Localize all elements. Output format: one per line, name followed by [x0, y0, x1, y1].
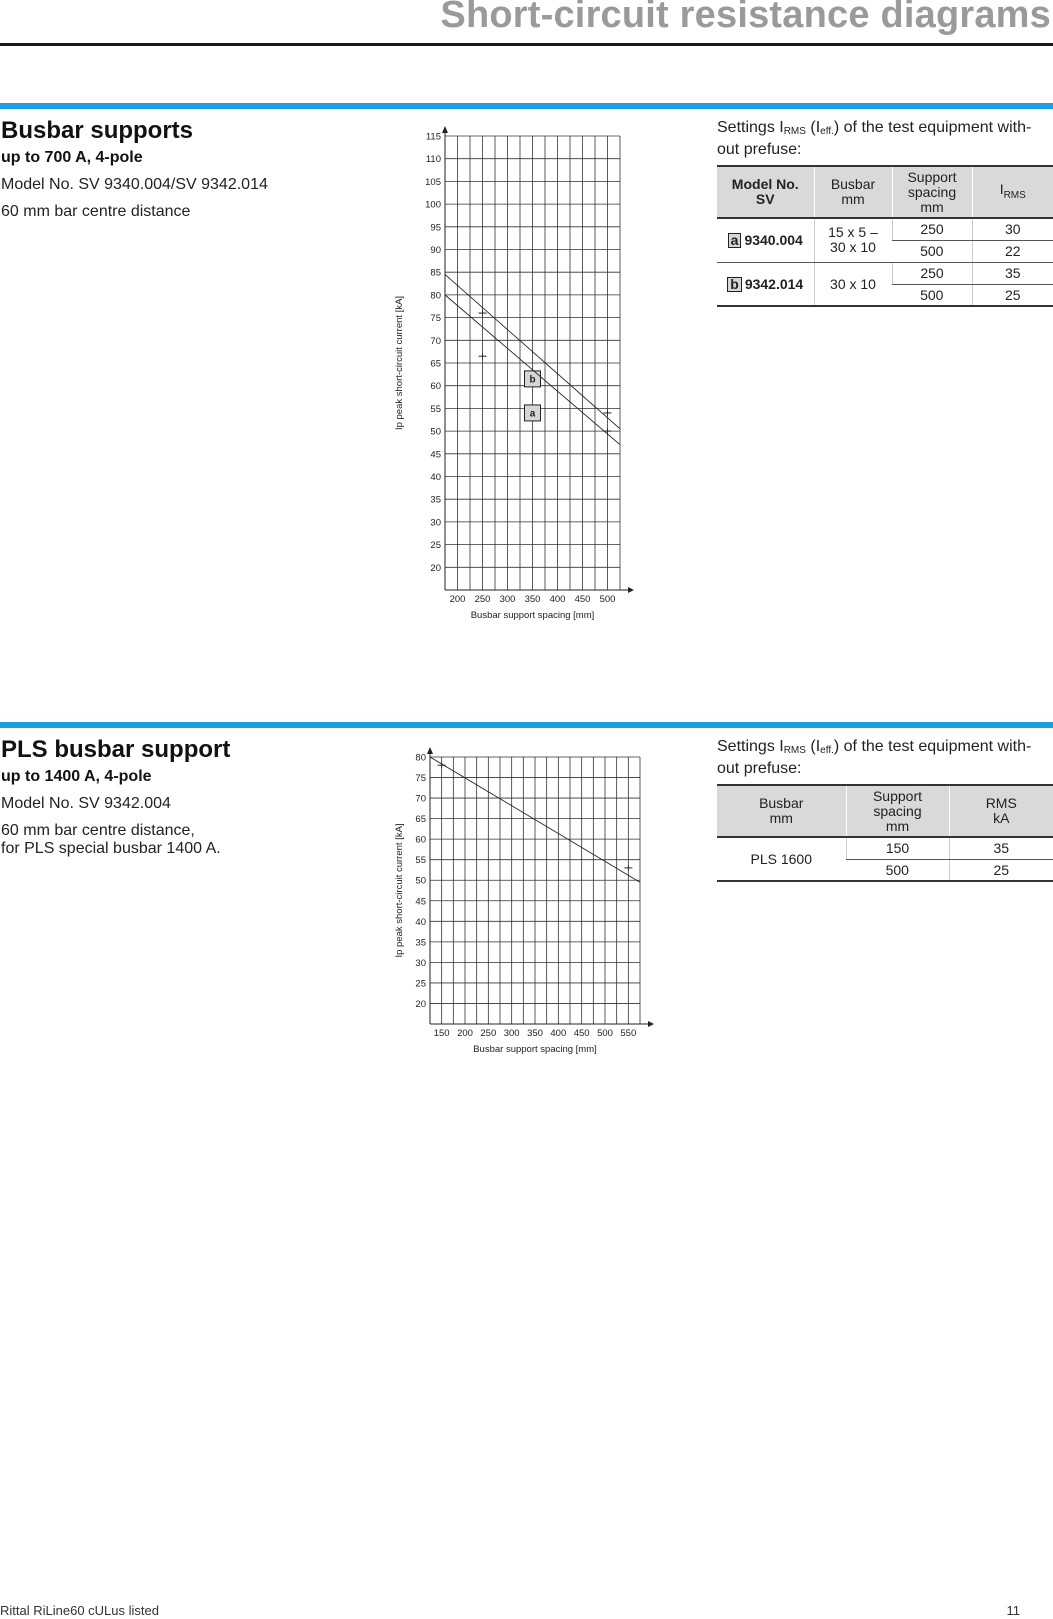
spacing-cell: 500: [892, 284, 972, 306]
y-tick-label: 65: [415, 814, 426, 826]
section-2-model: Model No. SV 9342.004: [1, 795, 171, 812]
x-tick-label: 200: [457, 1028, 473, 1039]
settings-sub-eff: eff.: [820, 126, 834, 137]
busbar-cell: 15 x 5 – 30 x 10: [814, 218, 892, 262]
busbar-cell: 30 x 10: [814, 262, 892, 306]
y-tick-label: 45: [415, 896, 426, 908]
y-tick-label: 100: [425, 199, 441, 211]
x-tick-label: 300: [503, 1028, 520, 1039]
model-cell: b 9342.014: [717, 262, 814, 306]
section-2-table: [717, 784, 1053, 882]
settings-text-c: ) of the test equipment with-out prefuse:: [717, 119, 1032, 158]
header-busbar: Busbar mm: [717, 785, 846, 837]
header-model: Model No. SV: [717, 166, 814, 218]
y-tick-label: 80: [415, 752, 426, 764]
model-cell: a 9340.004: [717, 218, 814, 262]
x-tick-label: 550: [620, 1028, 637, 1039]
table-row: [717, 218, 1053, 240]
y-tick-label: 40: [415, 916, 426, 928]
footer-text: Rittal RiLine60 cULus listed: [0, 1603, 159, 1618]
settings-text-b: (I: [805, 119, 821, 136]
chart-pls-busbar-support: [380, 737, 670, 1087]
section-2-note-line1: 60 mm bar centre distance,: [1, 822, 195, 839]
spacing-cell: 500: [846, 859, 949, 881]
section-2-title: PLS busbar support: [1, 736, 231, 763]
header-irms: $I_{RMS}$: [972, 166, 1053, 218]
y-tick-label: 30: [415, 957, 426, 969]
x-tick-label: 400: [549, 594, 566, 605]
section-1-note: 60 mm bar centre distance: [1, 203, 191, 220]
y-tick-label: 35: [430, 494, 441, 506]
y-tick-label: 95: [430, 222, 441, 234]
settings-text-a: Settings I: [717, 738, 784, 755]
y-tick-label: 115: [425, 131, 441, 143]
y-tick-label: 85: [430, 267, 441, 279]
y-tick-label: 25: [430, 540, 441, 552]
table-row: [717, 837, 1053, 859]
x-tick-label: 500: [599, 594, 616, 605]
spacing-cell: 150: [846, 837, 949, 859]
settings-text-a: Settings I: [717, 119, 784, 136]
series-label-b: b: [529, 374, 536, 386]
x-tick-label: 300: [499, 594, 516, 605]
spacing-cell: 250: [892, 218, 972, 240]
x-tick-label: 450: [573, 1028, 590, 1039]
y-tick-label: 70: [415, 793, 426, 805]
settings-text-c: ) of the test equipment with-out prefuse:: [717, 738, 1032, 777]
y-tick-label: 50: [430, 426, 441, 438]
spacing-cell: 250: [892, 262, 972, 284]
x-tick-label: 450: [574, 594, 591, 605]
y-axis-arrow: [427, 747, 433, 754]
x-tick-label: 350: [524, 594, 541, 605]
irms-cell: 35: [972, 262, 1053, 284]
x-tick-label: 200: [449, 594, 466, 605]
y-tick-label: 20: [415, 998, 426, 1010]
x-tick-label: 400: [550, 1028, 567, 1039]
chart-busbar-supports: [380, 118, 660, 628]
section-2-settings: [717, 738, 1053, 778]
header-rms: RMS kA: [949, 785, 1053, 837]
y-axis-arrow: [442, 126, 448, 133]
irms-cell: 30: [972, 218, 1053, 240]
section-1-table: [717, 165, 1053, 307]
x-tick-label: 150: [433, 1028, 450, 1039]
settings-sub-eff: eff.: [820, 745, 834, 756]
settings-text-b: (I: [805, 738, 821, 755]
y-tick-label: 25: [415, 978, 426, 990]
y-tick-label: 65: [430, 358, 441, 370]
x-axis-arrow: [648, 1021, 654, 1027]
y-tick-label: 20: [430, 562, 441, 574]
series-label-a: a: [529, 408, 536, 420]
y-axis-label: Ip peak short-circuit current [kA]: [394, 295, 405, 431]
x-tick-label: 250: [480, 1028, 497, 1039]
header-support-spacing: Support spacing mm: [846, 785, 949, 837]
section-divider-2: [0, 722, 1053, 728]
y-tick-label: 105: [425, 176, 441, 188]
y-tick-label: 50: [415, 875, 426, 887]
page-title: Short-circuit resistance diagrams: [440, 0, 1051, 36]
page-number: 11: [1006, 1603, 1020, 1618]
x-axis-arrow: [628, 587, 634, 593]
y-axis-label: Ip peak short-circuit current [kA]: [394, 823, 405, 958]
section-2-note-line2: for PLS special busbar 1400 A.: [1, 840, 221, 857]
y-tick-label: 55: [415, 855, 426, 867]
section-1-model: Model No. SV 9340.004/SV 9342.014: [1, 176, 268, 193]
section-1-title: Busbar supports: [1, 117, 194, 144]
settings-sub-rms: RMS: [783, 745, 806, 756]
y-tick-label: 60: [415, 834, 426, 846]
y-tick-label: 45: [430, 449, 441, 461]
series-badge-b: b: [727, 277, 742, 292]
y-tick-label: 35: [415, 937, 426, 949]
y-tick-label: 75: [415, 773, 426, 785]
x-tick-label: 250: [474, 594, 491, 605]
y-tick-label: 70: [430, 335, 441, 347]
header-support-spacing: Support spacing mm: [892, 166, 972, 218]
rms-cell: 25: [949, 859, 1053, 881]
y-tick-label: 80: [430, 290, 441, 302]
table-row: [717, 262, 1053, 284]
irms-cell: 22: [972, 240, 1053, 262]
section-divider-1: [0, 103, 1053, 109]
section-1-subtitle: up to 700 A, 4-pole: [1, 149, 143, 166]
chart-svg-2: [380, 737, 670, 1087]
y-tick-label: 110: [425, 154, 441, 166]
y-tick-label: 60: [430, 381, 441, 393]
y-tick-label: 40: [430, 472, 441, 483]
y-tick-label: 30: [430, 517, 441, 529]
chart-svg-1: [380, 118, 660, 628]
x-tick-label: 350: [527, 1028, 543, 1039]
y-tick-label: 55: [430, 403, 441, 415]
y-tick-label: 75: [430, 313, 441, 325]
section-2-subtitle: up to 1400 A, 4-pole: [1, 768, 152, 785]
spacing-cell: 500: [892, 240, 972, 262]
section-1-settings: [717, 119, 1053, 159]
x-axis-label: Busbar support spacing [mm]: [473, 1044, 597, 1055]
series-badge-a: a: [728, 233, 742, 248]
rms-cell: 35: [949, 837, 1053, 859]
title-rule: [0, 43, 1053, 46]
settings-sub-rms: RMS: [783, 126, 806, 137]
irms-cell: 25: [972, 284, 1053, 306]
x-axis-label: Busbar support spacing [mm]: [470, 610, 595, 621]
x-tick-label: 500: [597, 1028, 613, 1039]
header-busbar: Busbar mm: [814, 166, 892, 218]
y-tick-label: 90: [430, 245, 441, 256]
busbar-cell: PLS 1600: [717, 837, 846, 881]
